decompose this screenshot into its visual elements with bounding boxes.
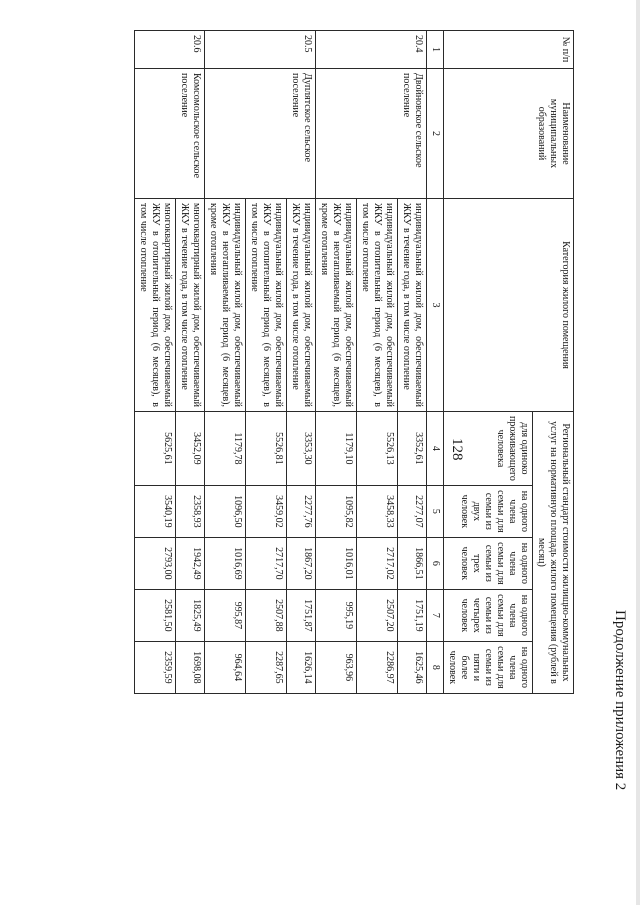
value-cell: 3352,61 xyxy=(398,412,427,486)
value-cell: 3540,19 xyxy=(135,485,176,537)
value-cell: 2793,00 xyxy=(135,537,176,589)
column-index: 6 xyxy=(427,537,444,589)
category-cell: индивидуальный жилой дом, обеспечиваемый ЖКУ в отопительный период (6 месяцев), в том числе отопление xyxy=(246,199,287,412)
table-row xyxy=(398,31,427,694)
value-cell: 5526,13 xyxy=(357,412,398,486)
column-index: 8 xyxy=(427,641,444,693)
value-cell: 1825,49 xyxy=(176,589,205,641)
row-number: 20.4 xyxy=(316,31,427,69)
municipality-name: Дуплятское сельское поселение xyxy=(205,69,316,199)
value-cell: 2717,70 xyxy=(246,537,287,589)
continuation-title: Продолжение приложения 2 xyxy=(612,610,628,791)
column-index: 5 xyxy=(427,485,444,537)
value-cell: 963,96 xyxy=(316,641,357,693)
value-cell: 2507,20 xyxy=(357,589,398,641)
value-cell: 1626,14 xyxy=(287,641,316,693)
value-cell: 1095,82 xyxy=(316,485,357,537)
value-cell: 1698,08 xyxy=(176,641,205,693)
column-index: 2 xyxy=(427,69,444,199)
header-num: № п/п xyxy=(444,31,574,69)
value-cell: 5625,61 xyxy=(135,412,176,486)
page-number: 128 xyxy=(449,438,465,461)
row-number: 20.5 xyxy=(205,31,316,69)
value-cell: 3459,02 xyxy=(246,485,287,537)
column-index: 4 xyxy=(427,412,444,486)
value-cell: 1751,87 xyxy=(287,589,316,641)
value-cell: 3353,30 xyxy=(287,412,316,486)
municipality-name: Комсомольское сельское поселение xyxy=(135,69,205,199)
header-col-five: на одного члена семьи для семьи из пяти и более человек xyxy=(444,641,533,693)
column-index: 1 xyxy=(427,31,444,69)
column-index: 3 xyxy=(427,199,444,412)
value-cell: 2358,93 xyxy=(176,485,205,537)
header-col-four: на одного члена семьи для семьи из четырех человек xyxy=(444,589,533,641)
value-cell: 1179,10 xyxy=(316,412,357,486)
tariff-table xyxy=(134,30,574,694)
value-cell: 2359,59 xyxy=(135,641,176,693)
category-cell: индивидуальный жилой дом, обеспечиваемый ЖКУ в течение года, в том числе отопление xyxy=(398,199,427,412)
category-cell: многоквартирный жилой дом, обеспечиваемый ЖКУ в течение года, в том числе отопление xyxy=(176,199,205,412)
header-municipality: Наименование муниципальных образований xyxy=(444,69,574,199)
municipality-name: Двойновское сельское поселение xyxy=(316,69,427,199)
value-cell: 2507,88 xyxy=(246,589,287,641)
value-cell: 2581,50 xyxy=(135,589,176,641)
value-cell: 995,87 xyxy=(205,589,246,641)
table-row xyxy=(176,31,205,694)
value-cell: 1625,46 xyxy=(398,641,427,693)
category-cell: индивидуальный жилой дом, обеспечиваемый ЖКУ в неотапливаемый период (6 месяцев), кроме отопления xyxy=(316,199,357,412)
category-cell: индивидуальный жилой дом, обеспечиваемый ЖКУ в течение года, в том числе отопление xyxy=(287,199,316,412)
value-cell: 1866,51 xyxy=(398,537,427,589)
category-cell: индивидуальный жилой дом, обеспечиваемый ЖКУ в отопительный период (6 месяцев), в том числе отопление xyxy=(357,199,398,412)
header-category: Категория жилого помещения xyxy=(444,199,574,412)
value-cell: 1096,50 xyxy=(205,485,246,537)
value-cell: 1751,19 xyxy=(398,589,427,641)
value-cell: 2277,07 xyxy=(398,485,427,537)
value-cell: 1179,78 xyxy=(205,412,246,486)
value-cell: 2277,76 xyxy=(287,485,316,537)
value-cell: 2286,97 xyxy=(357,641,398,693)
value-cell: 964,64 xyxy=(205,641,246,693)
value-cell: 2287,65 xyxy=(246,641,287,693)
value-cell: 5526,81 xyxy=(246,412,287,486)
value-cell: 1942,49 xyxy=(176,537,205,589)
header-col-two: на одного члена семьи для семьи из двух человек xyxy=(444,485,533,537)
value-cell: 2717,02 xyxy=(357,537,398,589)
value-cell: 1867,20 xyxy=(287,537,316,589)
category-cell: индивидуальный жилой дом, обеспечиваемый ЖКУ в неотапливаемый период (6 месяцев), кроме отопления xyxy=(205,199,246,412)
header-col-single: для одиноко проживающего человека xyxy=(444,412,533,486)
value-cell: 995,19 xyxy=(316,589,357,641)
header-standard: Региональный стандарт стоимости жилищно-коммунальных услуг на нормативную площадь жилого помещения (рублей в месяц) xyxy=(533,412,574,694)
row-number: 20.6 xyxy=(135,31,205,69)
column-index: 7 xyxy=(427,589,444,641)
value-cell: 3458,33 xyxy=(357,485,398,537)
category-cell: многоквартирный жилой дом, обеспечиваемый ЖКУ в отопительный период (6 месяцев), в том числе отопление xyxy=(135,199,176,412)
header-col-three: на одного члена семьи для семьи из трех человек xyxy=(444,537,533,589)
value-cell: 3452,09 xyxy=(176,412,205,486)
table-row xyxy=(287,31,316,694)
value-cell: 1016,01 xyxy=(316,537,357,589)
value-cell: 1016,69 xyxy=(205,537,246,589)
